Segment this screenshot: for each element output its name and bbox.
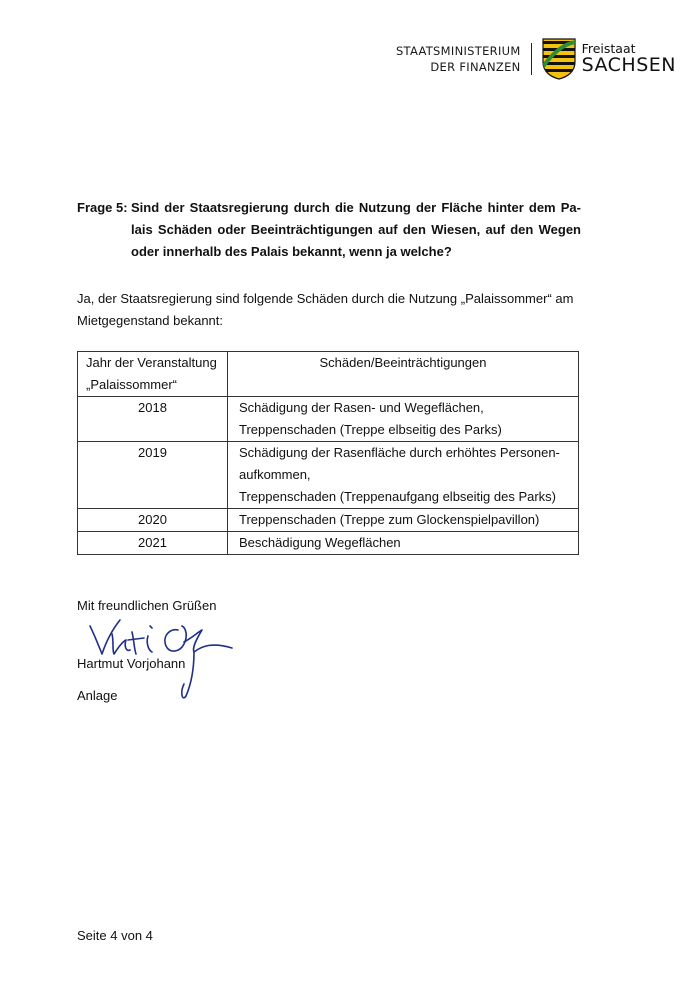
question-block — [77, 197, 581, 263]
table-row — [78, 532, 579, 555]
brand-name: SACHSEN — [581, 54, 676, 77]
question-text: Sind der Staatsregierung durch die Nutzung der Fläche hinter dem Palais Schäden oder Beeinträchtigungen auf den Wiesen, auf den Wegen oder innerhalb des Palais bekannt, wenn ja welche? — [131, 200, 581, 259]
enclosure-label: Anlage — [77, 688, 118, 703]
table-row — [78, 397, 579, 442]
coat-of-arms-icon — [542, 38, 576, 80]
signer-name: Hartmut Vorjohann — [77, 656, 186, 671]
table-header-row — [78, 352, 579, 397]
brand-state-label: Freistaat — [581, 40, 636, 56]
saxony-logo — [542, 38, 676, 80]
damage-cell — [228, 442, 579, 509]
ministry-line-1: STAATSMINISTERIUM — [395, 44, 521, 58]
damage-cell — [228, 509, 579, 532]
table-row — [78, 442, 579, 509]
letterhead — [396, 38, 676, 80]
page-number: Seite 4 von 4 — [77, 928, 153, 943]
closing-salutation: Mit freundlichen Grüßen — [77, 598, 217, 613]
damage-line: Schädigung der Rasenfläche durch erhöhtes Personen-aufkommen, — [239, 445, 560, 482]
year-cell: 2018 — [78, 397, 228, 442]
damage-line: Beschädigung Wegeflächen — [239, 535, 401, 550]
table-row — [78, 509, 579, 532]
question-label: Frage 5: — [77, 200, 128, 215]
damage-line: Schädigung der Rasen- und Wegeflächen, — [239, 400, 484, 415]
damage-cell — [228, 532, 579, 555]
column-header-damages: Schäden/Beeinträchtigungen — [228, 352, 579, 397]
damage-line: Treppenschaden (Treppenaufgang elbseitig des Parks) — [239, 489, 557, 504]
year-cell: 2019 — [78, 442, 228, 509]
year-cell: 2020 — [78, 509, 228, 532]
damage-line: Treppenschaden (Treppe elbseitig des Parks) — [239, 422, 502, 437]
column-header-year: Jahr der Veranstaltung „Palaissommer“ — [78, 352, 228, 397]
damage-cell — [228, 397, 579, 442]
answer-text: Ja, der Staatsregierung sind folgende Schäden durch die Nutzung „Palaissommer“ am Mietgegenstand bekannt: — [77, 291, 574, 328]
ministry-line-2: DER FINANZEN — [430, 60, 521, 74]
year-cell: 2021 — [78, 532, 228, 555]
ministry-name — [396, 43, 532, 75]
damages-table — [77, 351, 579, 555]
damage-line: Treppenschaden (Treppe zum Glockenspielpavillon) — [239, 512, 540, 527]
